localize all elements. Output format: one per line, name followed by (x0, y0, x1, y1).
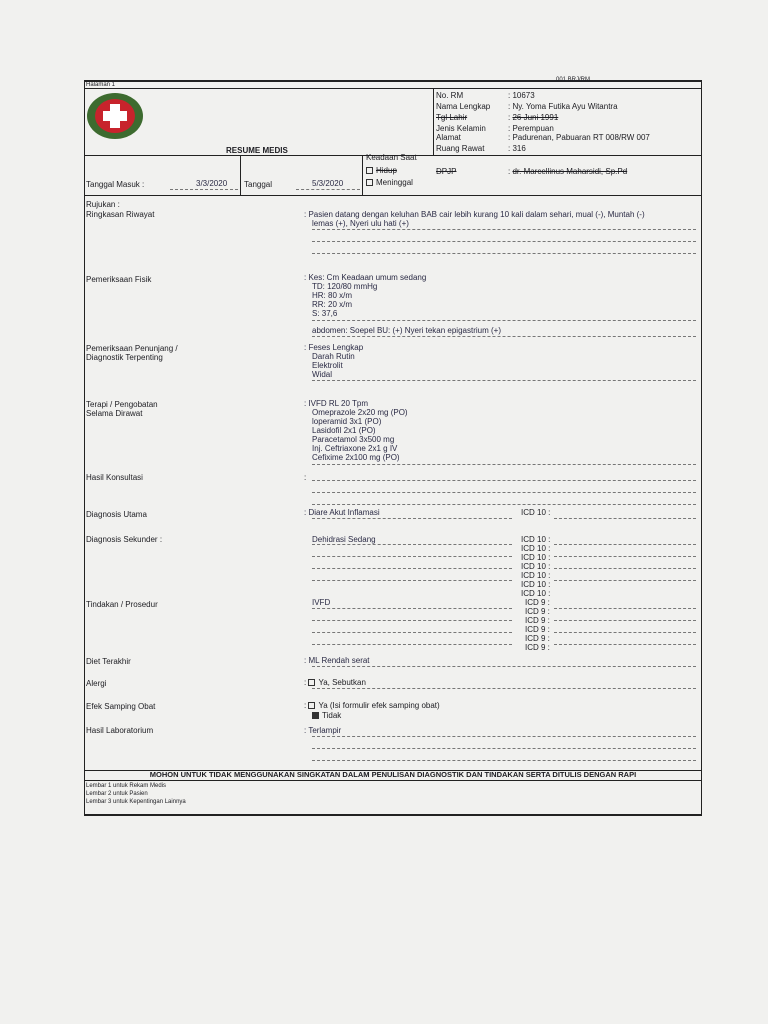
history-label: Ringkasan Riwayat (86, 210, 155, 219)
medical-resume-form: Halaman 1 001 BRJ/RM RESUME MEDIS No. RM : 10673 Nama Lengkap : Ny. Yoma Futika Ayu Witantra Tgl Lahir : 26 Juni 1991 Jenis Kelamin : Perempuan Alamat : Padurenan, Pabuaran RT 008/RW 007 Ruang Rawat : 316 Tanggal Masuk : 3/3/2020 Tanggal 5/3/2020 Keadaan Saat Hidup Meninggal DPJP : dr. Marcellinus Maharsidi, Sp.Pd Rujukan : Ringkasan Riwayat : Pasien datang dengan keluhan BAB cair lebih kurang 10 kali dalam sehari, mual (-), Muntah (-) lemas (+), Nyeri ulu hati (+) Pemeriksaan Fisik : Kes: Cm Keadaan umum sedang TD: 120/80 mmHg HR: 80 x/m RR: 20 x/m S: 37,6 abdomen: Soepel BU: (+) Nyeri tekan epigastrium (+) Pemeriksaan Penunjang / Diagnostik Terpenting : Feses Lengkap Darah Rutin Elektrolit Widal Terapi / Pengobatan Selama Dirawat : IVFD RL 20 Tpm Omeprazole 2x20 mg (PO) loperamid 3x1 (PO) Lasidofil 2x1 (PO) Paracetamol 3x500 mg Inj. Ceftriaxone 2x1 g IV Cefixime 2x100 mg (PO) Hasil Konsultasi : Diagnosis Utama : Diare Akut Inflamasi ICD 10 : Diagnosis Sekunder : Dehidrasi Sedang ICD 10 : ICD 10 : ICD 10 : ICD 10 : ICD 10 : ICD 10 : ICD 10 : Tindakan / Prosedur IVFD ICD 9 : ICD 9 : ICD 9 : ICD 9 : ICD 9 : ICD 9 : Diet Terakhir : ML Rendah serat Alergi : Ya, Sebutkan Efek Samping Obat : Ya (Isi formulir efek samping obat) Tidak Hasil Laboratorium : Terlampir MOHON UNTUK TIDAK MENGGUNAKAN SINGKATAN DALAM PENULISAN DIAGNOSTIK DAN TINDAKAN SERTA DITULIS DENGAN RAPI Lembar 1 untuk Rekam Medis Lembar 2 untuk Pasien Lembar 3 untuk Kepentingan Lainnya (84, 80, 702, 816)
hospital-logo (87, 93, 143, 139)
dead-option[interactable]: Meninggal (366, 178, 413, 187)
therapy-line-6: Inj. Ceftriaxone 2x1 g IV (312, 444, 398, 453)
alive-checkbox[interactable] (366, 167, 373, 174)
sec-icd-5: ICD 10 : (521, 571, 551, 580)
physical-line-5: S: 37,6 (312, 309, 338, 318)
state-label: Keadaan Saat (366, 153, 417, 162)
room-label: Ruang Rawat (436, 144, 485, 153)
side-effect-yes: Ya (Isi formulir efek samping obat) (318, 701, 440, 710)
page-label: Halaman 1 (86, 82, 116, 88)
address-value: Padurenan, Pabuaran RT 008/RW 007 (512, 133, 650, 142)
main-diagnosis-label: Diagnosis Utama (86, 510, 147, 519)
lab-value: Terlampir (308, 726, 342, 735)
support-label-1: Pemeriksaan Penunjang / (86, 344, 178, 353)
main-diagnosis-icd: ICD 10 : (521, 508, 551, 517)
procedure-value: IVFD (312, 598, 331, 607)
sec-icd-2: ICD 10 : (521, 544, 551, 553)
secondary-diagnosis-label: Diagnosis Sekunder : (86, 535, 163, 544)
allergy-value: Ya, Sebutkan (318, 678, 366, 687)
form-title: RESUME MEDIS (226, 146, 288, 155)
therapy-line-7: Cefixime 2x100 mg (PO) (312, 453, 400, 462)
dob-label: Tgl Lahir (436, 113, 468, 122)
physical-exam-label: Pemeriksaan Fisik (86, 275, 152, 284)
distribution-3: Lembar 3 untuk Kepentingan Lainnya (86, 799, 186, 805)
side-effect-no: Tidak (322, 711, 342, 720)
footer-note: MOHON UNTUK TIDAK MENGGUNAKAN SINGKATAN DALAM PENULISAN DIAGNOSTIK DAN TINDAKAN SERTA DITULIS DENGAN RAPI (149, 770, 637, 779)
dpjp-label: DPJP (436, 167, 457, 176)
discharge-date-value: 5/3/2020 (312, 179, 344, 188)
proc-icd-3: ICD 9 : (525, 616, 550, 625)
therapy-line-5: Paracetamol 3x500 mg (312, 435, 395, 444)
sec-icd-6: ICD 10 : (521, 580, 551, 589)
side-effect-label: Efek Samping Obat (86, 702, 156, 711)
support-label-2: Diagnostik Terpenting (86, 353, 163, 362)
history-line-1: Pasien datang dengan keluhan BAB cair lebih kurang 10 kali dalam sehari, mual (-), Muntah (-) (308, 210, 645, 219)
lab-label: Hasil Laboratorium (86, 726, 154, 735)
rm-label: No. RM (436, 91, 464, 100)
main-diagnosis-value: Diare Akut Inflamasi (308, 508, 380, 517)
therapy-line-4: Lasidofil 2x1 (PO) (312, 426, 376, 435)
dob-value: 26 Juni 1991 (512, 113, 559, 122)
admission-date-value: 3/3/2020 (196, 179, 228, 188)
distribution-2: Lembar 2 untuk Pasien (86, 791, 148, 797)
address-label: Alamat (436, 133, 461, 142)
physical-line-1: Kes: Cm Keadaan umum sedang (308, 273, 427, 282)
proc-icd-5: ICD 9 : (525, 634, 550, 643)
therapy-label-2: Selama Dirawat (86, 409, 143, 418)
therapy-label-1: Terapi / Pengobatan (86, 400, 158, 409)
support-line-4: Widal (312, 370, 333, 379)
proc-icd-4: ICD 9 : (525, 625, 550, 634)
alive-option[interactable]: Hidup (366, 166, 397, 175)
form-code: 001 BRJ/RM (555, 77, 590, 83)
physical-line-4: RR: 20 x/m (312, 300, 353, 309)
support-line-2: Darah Rutin (312, 352, 355, 361)
rm-value: 10673 (512, 91, 535, 100)
allergy-yes-checkbox[interactable] (308, 679, 315, 686)
secondary-diagnosis-value: Dehidrasi Sedang (312, 535, 376, 544)
support-line-1: Feses Lengkap (308, 343, 364, 352)
side-effect-yes-checkbox[interactable] (308, 702, 315, 709)
discharge-date-label: Tanggal (244, 180, 273, 189)
side-effect-no-checkbox[interactable] (312, 712, 319, 719)
room-value: 316 (512, 144, 526, 153)
dpjp-value: dr. Marcellinus Maharsidi, Sp.Pd (512, 167, 628, 176)
name-label: Nama Lengkap (436, 102, 491, 111)
proc-icd-1: ICD 9 : (525, 598, 550, 607)
therapy-line-3: loperamid 3x1 (PO) (312, 417, 382, 426)
sec-icd-3: ICD 10 : (521, 553, 551, 562)
distribution-1: Lembar 1 untuk Rekam Medis (86, 783, 167, 789)
sec-icd-7: ICD 10 : (521, 589, 551, 598)
abdomen-line: abdomen: Soepel BU: (+) Nyeri tekan epigastrium (+) (312, 326, 501, 335)
therapy-line-1: IVFD RL 20 Tpm (308, 399, 369, 408)
gender-label: Jenis Kelamin (436, 124, 486, 133)
admission-date-label: Tanggal Masuk : (86, 180, 145, 189)
proc-icd-2: ICD 9 : (525, 607, 550, 616)
referral-label: Rujukan : (86, 200, 120, 209)
name-value: Ny. Yoma Futika Ayu Witantra (512, 102, 618, 111)
gender-value: Perempuan (512, 124, 554, 133)
physical-line-2: TD: 120/80 mmHg (312, 282, 378, 291)
diet-label: Diet Terakhir (86, 657, 131, 666)
consult-label: Hasil Konsultasi (86, 473, 143, 482)
history-line-2: lemas (+), Nyeri ulu hati (+) (312, 219, 409, 228)
support-line-3: Elektrolit (312, 361, 343, 370)
therapy-line-2: Omeprazole 2x20 mg (PO) (312, 408, 408, 417)
physical-line-3: HR: 80 x/m (312, 291, 353, 300)
allergy-label: Alergi (86, 679, 107, 688)
proc-icd-6: ICD 9 : (525, 643, 550, 652)
procedure-label: Tindakan / Prosedur (86, 600, 158, 609)
sec-icd-1: ICD 10 : (521, 535, 551, 544)
sec-icd-4: ICD 10 : (521, 562, 551, 571)
dead-checkbox[interactable] (366, 179, 373, 186)
diet-value: ML Rendah serat (308, 656, 370, 665)
